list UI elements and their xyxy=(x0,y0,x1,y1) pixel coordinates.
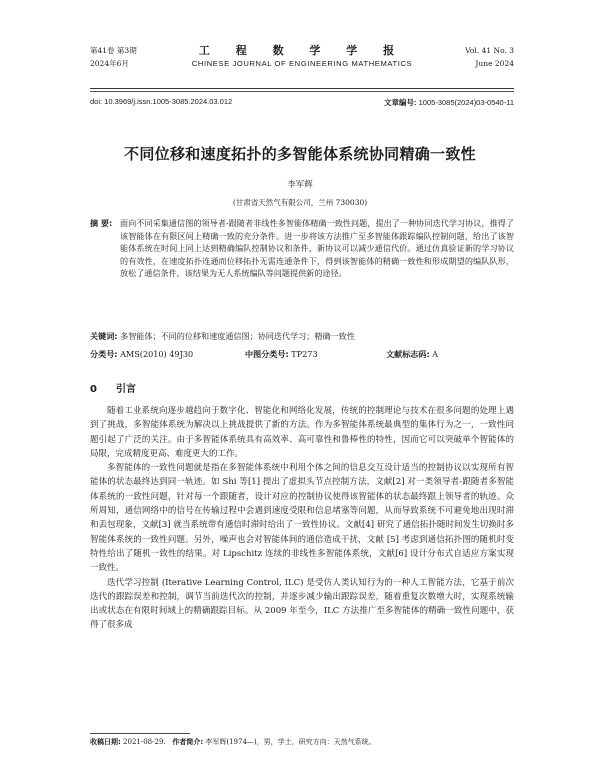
date-cn: 2024年6月 xyxy=(90,59,129,68)
header-rule-thick xyxy=(90,88,514,89)
document-code xyxy=(386,348,438,360)
footnote xyxy=(90,737,514,747)
clc-code xyxy=(245,348,318,360)
abstract xyxy=(90,217,514,280)
article-number xyxy=(384,97,514,108)
journal-header xyxy=(90,44,514,86)
header-center xyxy=(90,44,514,70)
section-title: 引言 xyxy=(116,384,136,395)
header-rule-thin xyxy=(90,91,514,92)
doc-label: 文献标志码: xyxy=(386,349,430,359)
abstract-label: 摘 要: xyxy=(90,218,113,228)
body-text xyxy=(90,404,514,633)
doc-value: A xyxy=(432,349,439,359)
received-label: 收稿日期: xyxy=(90,738,121,746)
author: 李军辉 xyxy=(287,180,313,190)
abstract-text: 面向不同采集通信图的领导者-跟随者非线性多智能体精确一致性问题，提出了一种协同迭代学习协议，推得了该智能体在有限区间上精确一致的充分条件。进一步将该方法推广至多智能体跟踪编队控制问题，给出了该智能体系统在时间上同上达到精确编队控制协议和条件，新协议可以减少通信代价。通过仿真验证新的学习协议的有效性，在速度拓扑连通而位移拓扑无需连通条件下，得到该智能体的精确一致性和形成期望的编队队形，放松了通信条件，该结果为无人系统编队等问题提供新的途径。 xyxy=(120,218,514,279)
doi[interactable]: doi: 10.3969/j.issn.1005-3085.2024.03.012 xyxy=(90,97,233,106)
journal-title-cn: 工 程 数 学 学 报 xyxy=(198,44,406,57)
journal-title-en: CHINESE JOURNAL OF ENGINEERING MATHEMATICS xyxy=(191,59,413,68)
keywords xyxy=(90,330,514,342)
article-number-label: 文章编号: xyxy=(384,98,417,107)
section-heading xyxy=(90,380,136,395)
msc-label: 分类号: xyxy=(90,349,118,359)
keywords-text: 多智能体；不同的位移和速度通信图；协同迭代学习；精确一致性 xyxy=(120,331,355,341)
volume-issue-cn: 第41卷 第3期 xyxy=(90,46,137,55)
paragraph: 迭代学习控制 (Iterative Learning Control, ILC) 是受仿人类认知行为的一种人工智能方法，它基于前次迭代的跟踪误差和控制，调节当前迭代次的控制，并逐步减少输出跟踪误差，随着重复次数增大时，实现系统输出或状态在有限时间域上的精确跟踪目标。从 2009 年至今，ILC 方法推广至多智能体的精确一致性问题中，获得了很多成 xyxy=(90,577,514,631)
affiliation: (甘肃省天然气有限公司，兰州 730030) xyxy=(232,198,368,207)
header-right xyxy=(465,44,514,70)
paragraph: 多智能体的一致性问题就是指在多智能体系统中利用个体之间的信息交互设计适当的控制协议以实现所有智能体的状态最终达到同一轨迹。如 Shi 等[1] 提出了虚拟头节点控制方法，文献[2] 对一类领导者-跟随者多智能体系统的一致性问题，针对每一个跟随者，设计对应的控制协议使得该智能体的状态最终跟上领导者的轨迹。众所周知，通信网络中的信号在传输过程中会遇到速度受限和信息堵塞等问题，从而导致系统不可避免地出现时滞和丢包现象，文献[3] 就当系统带有通信时滞时给出了一致性协议。文献[4] 研究了通信拓扑随时间发生切换时多智能体系统的一致性问题。另外，噪声也会对智能体间的通信造成干扰，文献 [5] 考虑到通信拓扑图的随机时变特性给出了随机一致性的结果。对 Lipschitz 连续的非线性多智能体系统，文献[6] 设计分布式自适应方案实现一致性。 xyxy=(90,463,514,574)
keywords-label: 关键词: xyxy=(90,331,118,341)
volume-issue-en: Vol. 41 No. 3 xyxy=(465,46,514,55)
bio-label: 作者简介: xyxy=(172,738,204,746)
date-en: June 2024 xyxy=(475,59,514,68)
section-number: 0 xyxy=(90,384,97,395)
clc-value: TP273 xyxy=(291,349,318,359)
msc-value: AMS(2010) 49J30 xyxy=(120,349,194,359)
paper-title: 不同位移和速度拓扑的多智能体系统协同精确一致性 xyxy=(124,145,476,163)
paragraph: 随着工业系统向逐步越趋向于数字化、智能化和网络化发展，传统的控制理论与技术在很多问题的处理上遇到了挑战，多智能体系统为解决以上挑战提供了新的方法。作为多智能体系统最典型的集体行为之一，一致性问题引起了广泛的关注。由于多智能体系统具有高效率、高可靠性和鲁棒性的特性，因而它可以突破单个智能体的局限，完成精度更高、难度更大的工作。 xyxy=(90,406,514,459)
received-date: 2021-08-29. xyxy=(123,738,166,746)
author-bio: 李军辉(1974—)，男，学士，研究方向：天然气系统。 xyxy=(205,738,376,746)
footnote-rule xyxy=(90,733,190,734)
article-number-value: 1005-3085(2024)03-0540-11 xyxy=(418,98,514,107)
clc-label: 中图分类号: xyxy=(245,349,289,359)
msc-code xyxy=(90,348,193,360)
